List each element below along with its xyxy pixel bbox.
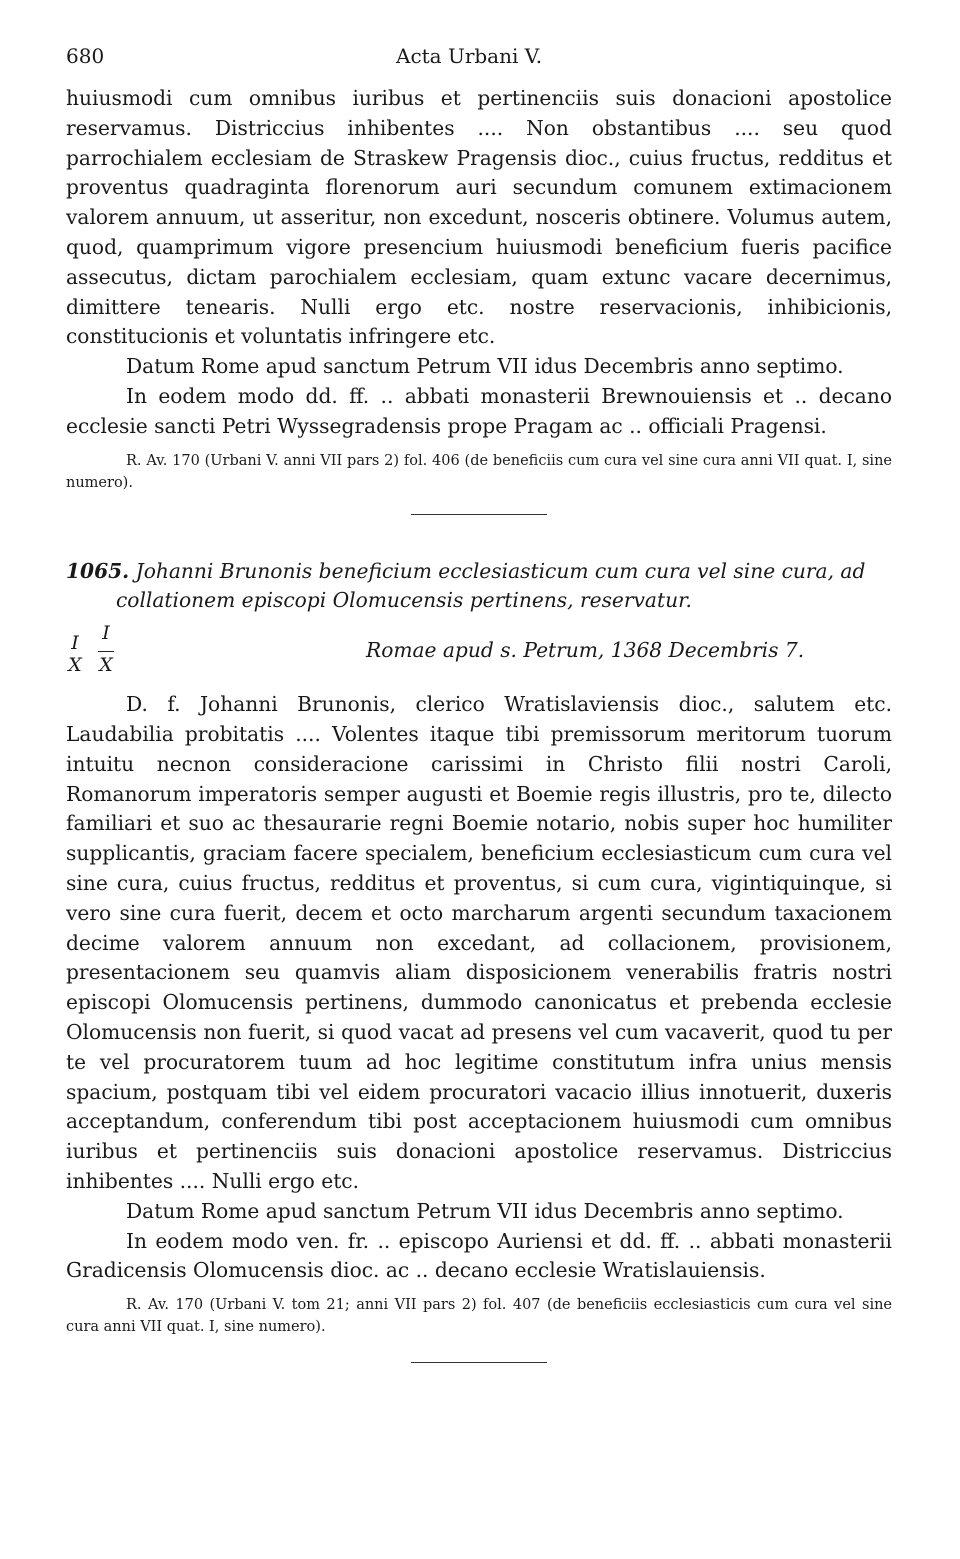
page-header <box>66 44 892 84</box>
doc2-title: Johanni Brunonis beneficium ecclesiasticum cum cura vel sine cura, ad collationem episcopi Olomucensis pertinens, reservatur. <box>116 558 866 613</box>
doc1-continuation: huiusmodi cum omnibus iuribus et pertinenciis suis donacioni apostolice reservamus. Districcius inhibentes .... Non obstantibus .... seu quod parrochialem ecclesiam de Straskew Pragensis dioc., cuius fructus, redditus et proventus quadraginta florenorum auri secundum comunem extimacionem valorem annuum, ut asseritur, non excedunt, nosceris obtinere. Volumus autem, quod, quamprimum vigore presencium huiusmodi beneficium fueris pacifice assecutus, dictam parochialem ecclesiam, quam extunc vacare decernimus, dimittere tenearis. Nulli ergo etc. nostre reservacionis, inhibicionis, constitucionis et voluntatis infringere etc. <box>66 86 892 349</box>
running-title: Acta Urbani V. <box>396 44 543 68</box>
page-number: 680 <box>66 44 105 68</box>
doc2-datum: Datum Rome apud sanctum Petrum VII idus Decembris anno septimo. <box>126 1198 844 1223</box>
doc2-heading <box>66 557 892 617</box>
doc1-datum: Datum Rome apud sanctum Petrum VII idus Decembris anno septimo. <box>126 354 844 379</box>
document-page <box>66 44 892 1363</box>
section-divider <box>411 514 547 515</box>
doc1-in-eodem: In eodem modo dd. ff. .. abbati monasterii Brewnouiensis et .. decano ecclesie sancti Petri Wyssegradensis prope Pragam ac .. officiali Pragensi. <box>66 383 892 438</box>
doc2-number: 1065. <box>66 558 130 583</box>
fraction-top-right: I <box>102 622 110 645</box>
fraction-bar <box>98 651 114 652</box>
doc2-footnote: R. Av. 170 (Urbani V. tom 21; anni VII pars 2) fol. 407 (de beneficiis ecclesiasticis cum cura vel sine cura anni VII quat. I, sine numero). <box>66 1297 892 1336</box>
fraction-top-left: I <box>71 632 79 655</box>
doc2-place-date: Romae apud s. Petrum, 1368 Decembris 7. <box>366 638 805 663</box>
fraction-bottom-right: X <box>99 654 113 677</box>
fraction-bottom-left: X <box>68 654 82 677</box>
doc2-dateline <box>66 622 892 686</box>
end-divider <box>411 1362 547 1363</box>
doc2-in-eodem: In eodem modo ven. fr. .. episcopo Auriensi et dd. ff. .. abbati monasterii Gradicensis Olomucensis dioc. ac .. decano ecclesie Wratislauiensis. <box>66 1228 892 1283</box>
doc1-footnote: R. Av. 170 (Urbani V. anni VII pars 2) fol. 406 (de beneficiis cum cura vel sine cura anni VII quat. I, sine numero). <box>66 452 892 491</box>
doc2-text: D. f. Johanni Brunonis, clerico Wratislaviensis dioc., salutem etc. Laudabilia probitatis .... Volentes itaque tibi premissorum meritorum tuorum intuitu necnon consideracione carissimi in Christo filii nostri Caroli, Romanorum imperatoris semper augusti et Boemie regis illustris, pro te, dilecto familiari et suo ac thesaurarie regni Boemie notario, nobis super hoc humiliter supplicantis, graciam facere specialem, beneficium ecclesiasticum cum cura vel sine cura, cuius fructus, redditus et proventus, si cum cura, vigintiquinque, si vero sine cura fuerit, decem et octo marcharum argenti secundum taxacionem decime valorem annuum non excedant, ad collacionem, provisionem, presentacionem seu quamvis aliam disposicionem venerabilis fratris nostri episcopi Olomucensis pertinens, dummodo canonicatus et prebenda ecclesie Olomucensis non fuerit, si quod vacat ad presens vel cum vacaverit, quod tu per te vel procuratorem tuum ad hoc legitime constitutum infra unius mensis spacium, postquam tibi vel eidem procuratori vacacio illius innotuerit, duxeris acceptandum, conferendum tibi post acceptacionem huiusmodi cum omnibus iuribus et pertinenciis suis donacioni apostolice reservamus. Districcius inhibentes .... Nulli ergo etc. <box>66 692 892 1193</box>
